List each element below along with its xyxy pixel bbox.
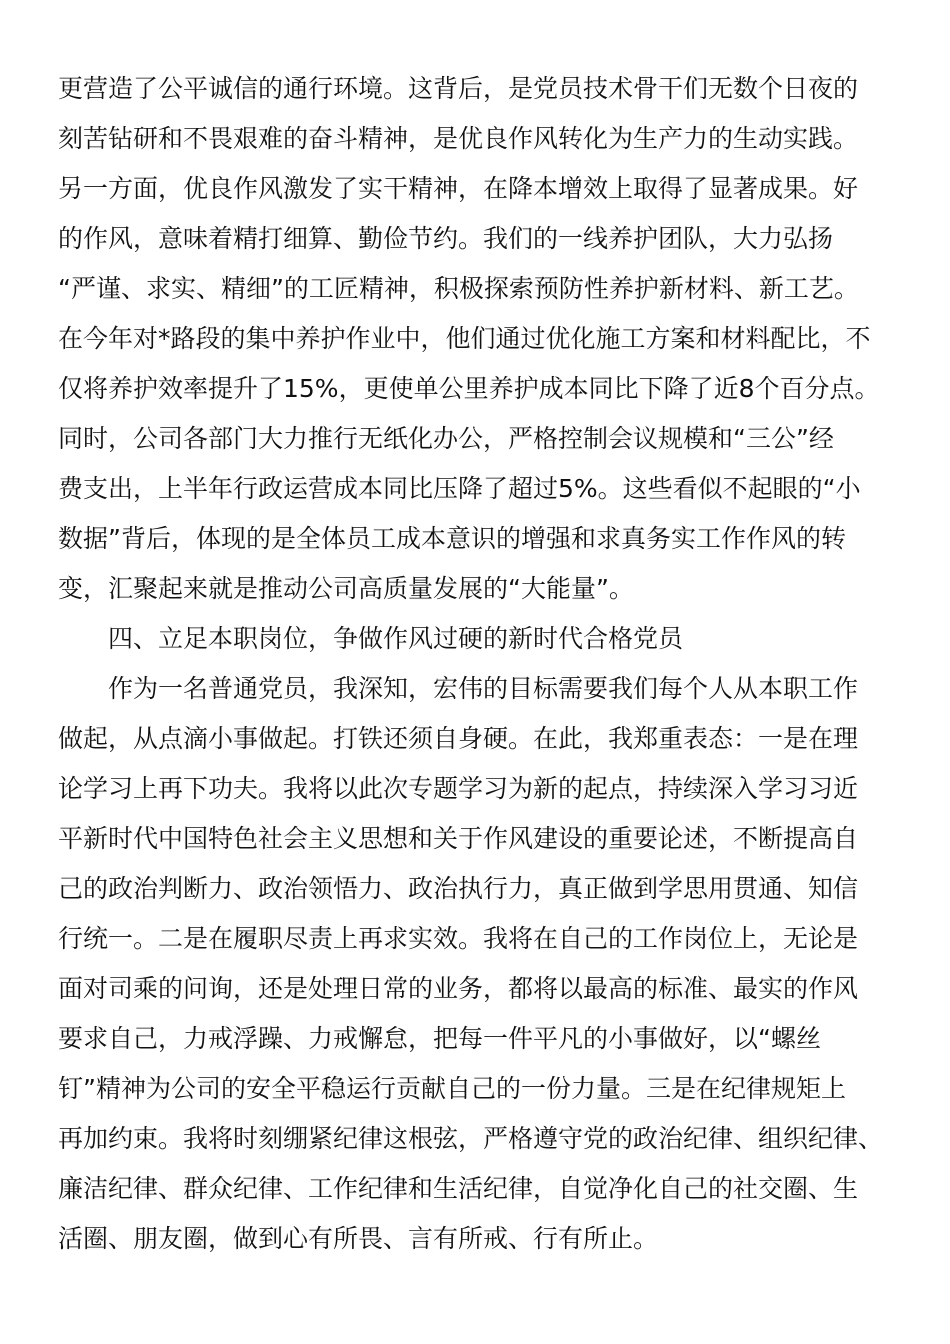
text-line: 刻苦钻研和不畏艰难的奋斗精神，是优良作风转化为生产力的生动实践。 xyxy=(58,124,859,153)
text-line: 仅将养护效率提升了15%，更使单公里养护成本同比下降了近8个百分点。 xyxy=(58,374,880,403)
text-line: 变，汇聚起来就是推动公司高质量发展的“大能量”。 xyxy=(58,574,634,603)
text-line: 钉”精神为公司的安全平稳运行贡献自己的一份力量。三是在纪律规矩上 xyxy=(58,1074,846,1103)
text-line: 数据”背后，体现的是全体员工成本意识的增强和求真务实工作作风的转 xyxy=(58,524,846,553)
text-line: 费支出，上半年行政运营成本同比压降了超过5%。这些看似不起眼的“小 xyxy=(58,474,861,503)
body-text xyxy=(58,64,894,1264)
text-line: 更营造了公平诚信的通行环境。这背后，是党员技术骨干们无数个日夜的 xyxy=(58,74,859,103)
text-line: 作为一名普通党员，我深知，宏伟的目标需要我们每个人从本职工作 xyxy=(108,674,859,703)
text-line: 在今年对*路段的集中养护作业中，他们通过优化施工方案和材料配比，不 xyxy=(58,324,871,353)
text-line: 要求自己，力戒浮躁、力戒懈怠，把每一件平凡的小事做好，以“螺丝 xyxy=(58,1024,821,1053)
text-line: 行统一。二是在履职尽责上再求实效。我将在自己的工作岗位上，无论是 xyxy=(58,924,859,953)
text-line: 同时，公司各部门大力推行无纸化办公，严格控制会议规模和“三公”经 xyxy=(58,424,834,453)
text-line: 的作风，意味着精打细算、勤俭节约。我们的一线养护团队，大力弘扬 xyxy=(58,224,834,253)
section-heading: 四、立足本职岗位，争做作风过硬的新时代合格党员 xyxy=(108,624,684,653)
text-line: 再加约束。我将时刻绷紧纪律这根弦，严格遵守党的政治纪律、组织纪律、 xyxy=(58,1124,884,1153)
text-line: 面对司乘的问询，还是处理日常的业务，都将以最高的标准、最实的作风 xyxy=(58,974,859,1003)
text-line: 活圈、朋友圈，做到心有所畏、言有所戒、行有所止。 xyxy=(58,1224,659,1253)
text-line: “严谨、求实、精细”的工匠精神，积极探索预防性养护新材料、新工艺。 xyxy=(58,274,859,303)
text-line: 论学习上再下功夫。我将以此次专题学习为新的起点，持续深入学习习近 xyxy=(58,774,859,803)
text-line: 平新时代中国特色社会主义思想和关于作风建设的重要论述，不断提高自 xyxy=(58,824,859,853)
text-line: 做起，从点滴小事做起。打铁还须自身硬。在此，我郑重表态：一是在理 xyxy=(58,724,859,753)
text-line: 己的政治判断力、政治领悟力、政治执行力，真正做到学思用贯通、知信 xyxy=(58,874,859,903)
text-line: 另一方面，优良作风激发了实干精神，在降本增效上取得了显著成果。好 xyxy=(58,174,859,203)
text-line: 廉洁纪律、群众纪律、工作纪律和生活纪律，自觉净化自己的社交圈、生 xyxy=(58,1174,859,1203)
